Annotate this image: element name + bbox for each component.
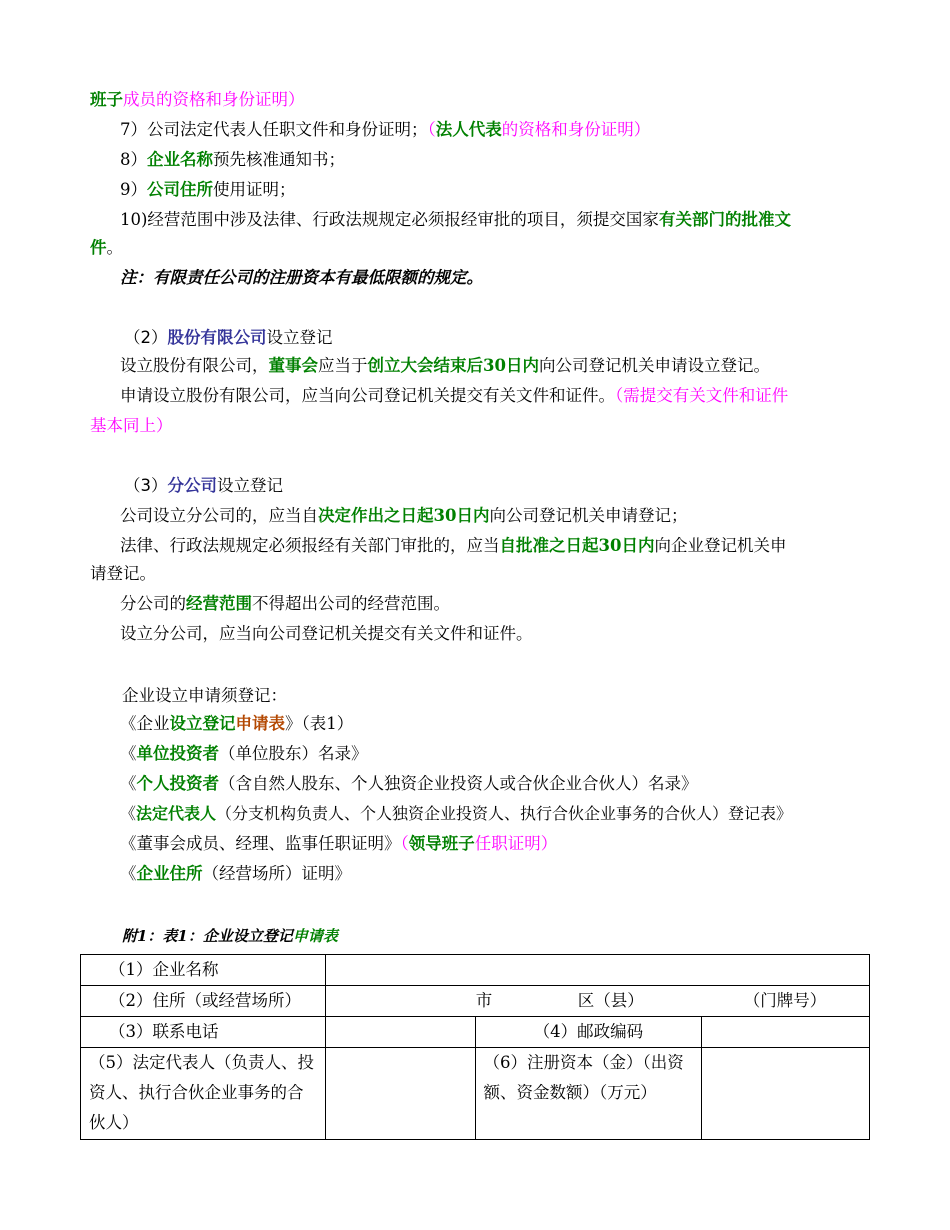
highlight-term: 法定代表人 [136,804,217,823]
annotation-text: 的资格和身份证明） [501,120,651,139]
table-row [81,986,870,1017]
body-text: 7）公司法定代表人任职文件和身份证明； [120,120,428,139]
body-text: 使用证明； [213,180,296,199]
highlight-term: 决定作出之日起30日内 [318,506,490,525]
highlight-term: 单位投资者 [136,744,219,763]
doc-line [120,208,791,232]
body-text: 应当于 [318,356,368,375]
body-text: 《 [120,744,137,763]
doc-line: 设立分公司，应当向公司登记机关提交有关文件和证件。 [120,624,533,643]
annotation-text: （需提交有关文件和证件 [615,386,789,405]
doc-line [120,118,650,142]
highlight-term: 领导班子 [408,834,475,853]
field-value[interactable] [325,1048,475,1140]
highlight-term: 件 [90,238,107,257]
field-value[interactable] [325,955,869,986]
body-text: 8） [120,150,147,169]
body-text: 9） [120,180,147,199]
body-text: 《 [120,864,137,883]
section-title: 设立登记 [217,476,283,495]
field-value[interactable] [702,1048,870,1140]
annotation-text: （ [400,834,409,853]
body-text: 向企业登记机关申 [654,536,787,555]
body-text: 《 [120,804,137,823]
annotation-text: 成员的资格和身份证明） [123,90,305,109]
highlight-term: 个人投资者 [136,774,219,793]
address-district: 区（县） [577,991,644,1010]
highlight-term: 企业住所 [136,864,203,883]
body-text: 分公司的 [120,594,186,613]
annotation-text: 任职证明） [474,834,558,853]
body-text: （分支机构负责人、个人独资企业投资人、执行合伙企业事务的合伙人）登记表》 [216,804,793,823]
body-text: 10)经营范围中涉及法律、行政法规规定必须报经审批的项目，须提交国家 [120,210,659,229]
highlight-term: 申请表 [235,714,285,733]
highlight-term: 自批准之日起30日内 [499,536,655,555]
doc-line [120,178,296,202]
doc-line [90,88,305,112]
table-title [122,924,338,948]
field-value[interactable] [702,1017,870,1048]
doc-line [120,354,770,378]
highlight-term: 设立登记 [169,714,236,733]
list-item [120,862,351,886]
body-text: （经营场所）证明》 [202,864,351,883]
highlight-term: 创立大会结束后30日内 [367,356,539,375]
field-label: （3）联系电话 [81,1017,326,1048]
highlight-term: 董事会 [268,356,318,375]
highlight-term: 企业名称 [147,150,213,169]
list-item [120,772,698,796]
section-number: （3） [124,476,168,495]
body-text: 》（表1） [285,714,354,733]
highlight-term: 法人代表 [435,120,502,139]
doc-line [120,148,345,172]
body-text: 《 [120,774,137,793]
body-text: 预先核准通知书； [213,150,345,169]
doc-line [90,236,123,260]
list-item [120,832,557,856]
doc-line [120,504,687,528]
doc-line [120,534,786,558]
doc-line [120,384,788,408]
body-text: 向公司登记机关申请登记； [489,506,688,525]
body-text: 。 [106,238,123,257]
annotation-text: （ [427,120,436,139]
note-line: 注：有限责任公司的注册资本有最低限额的规定。 [120,268,483,287]
list-item [120,712,353,736]
doc-line [120,592,450,616]
body-text: 《董事会成员、经理、监事任职证明》 [120,834,401,853]
list-item [120,802,792,826]
list-heading: 企业设立申请须登记： [122,686,287,705]
body-text: 申请设立股份有限公司，应当向公司登记机关提交有关文件和证件。 [120,386,615,405]
section-term: 分公司 [167,476,217,495]
list-item [120,742,368,766]
field-label: （5）法定代表人（负责人、投资人、执行合伙企业事务的合伙人） [81,1048,326,1140]
address-door: （门牌号） [743,991,827,1010]
address-field[interactable] [325,986,869,1017]
body-text: 向公司登记机关申请设立登记。 [538,356,770,375]
body-text: （单位股东）名录》 [219,744,368,763]
body-text: 法律、行政法规规定必须报经有关部门审批的，应当 [120,536,500,555]
section-title: 设立登记 [266,328,333,347]
field-value[interactable] [325,1017,475,1048]
doc-line: 基本同上） [90,416,173,435]
body-text: 不得超出公司的经营范围。 [252,594,450,613]
table-title-prefix: 附1：表1：企业设立登记 [122,927,293,945]
field-label: （4）邮政编码 [475,1017,702,1048]
address-city: 市 [475,991,493,1010]
body-text: （含自然人股东、个人独资企业投资人或合伙企业合伙人）名录》 [219,774,698,793]
highlight-term: 班子 [90,90,123,109]
body-text: 《企业 [120,714,170,733]
table-row [81,955,870,986]
body-text: 公司设立分公司的，应当自 [120,506,318,525]
field-label: （2）住所（或经营场所） [81,986,326,1017]
field-label: （1）企业名称 [81,955,326,986]
registration-form-table [80,954,870,1140]
highlight-term: 有关部门的批准文 [658,210,791,229]
body-text: 设立股份有限公司， [120,356,269,375]
section-number: （2） [124,328,168,347]
section-term: 股份有限公司 [167,328,267,347]
highlight-term: 公司住所 [147,180,213,199]
field-label: （6）注册资本（金）（出资额、资金数额）（万元） [475,1048,702,1140]
highlight-term: 经营范围 [186,594,252,613]
section-heading [124,474,283,498]
table-title-term: 申请表 [292,927,338,945]
table-row [81,1048,870,1140]
table-row [81,1017,870,1048]
section-heading [124,326,333,350]
doc-line: 请登记。 [90,564,156,583]
